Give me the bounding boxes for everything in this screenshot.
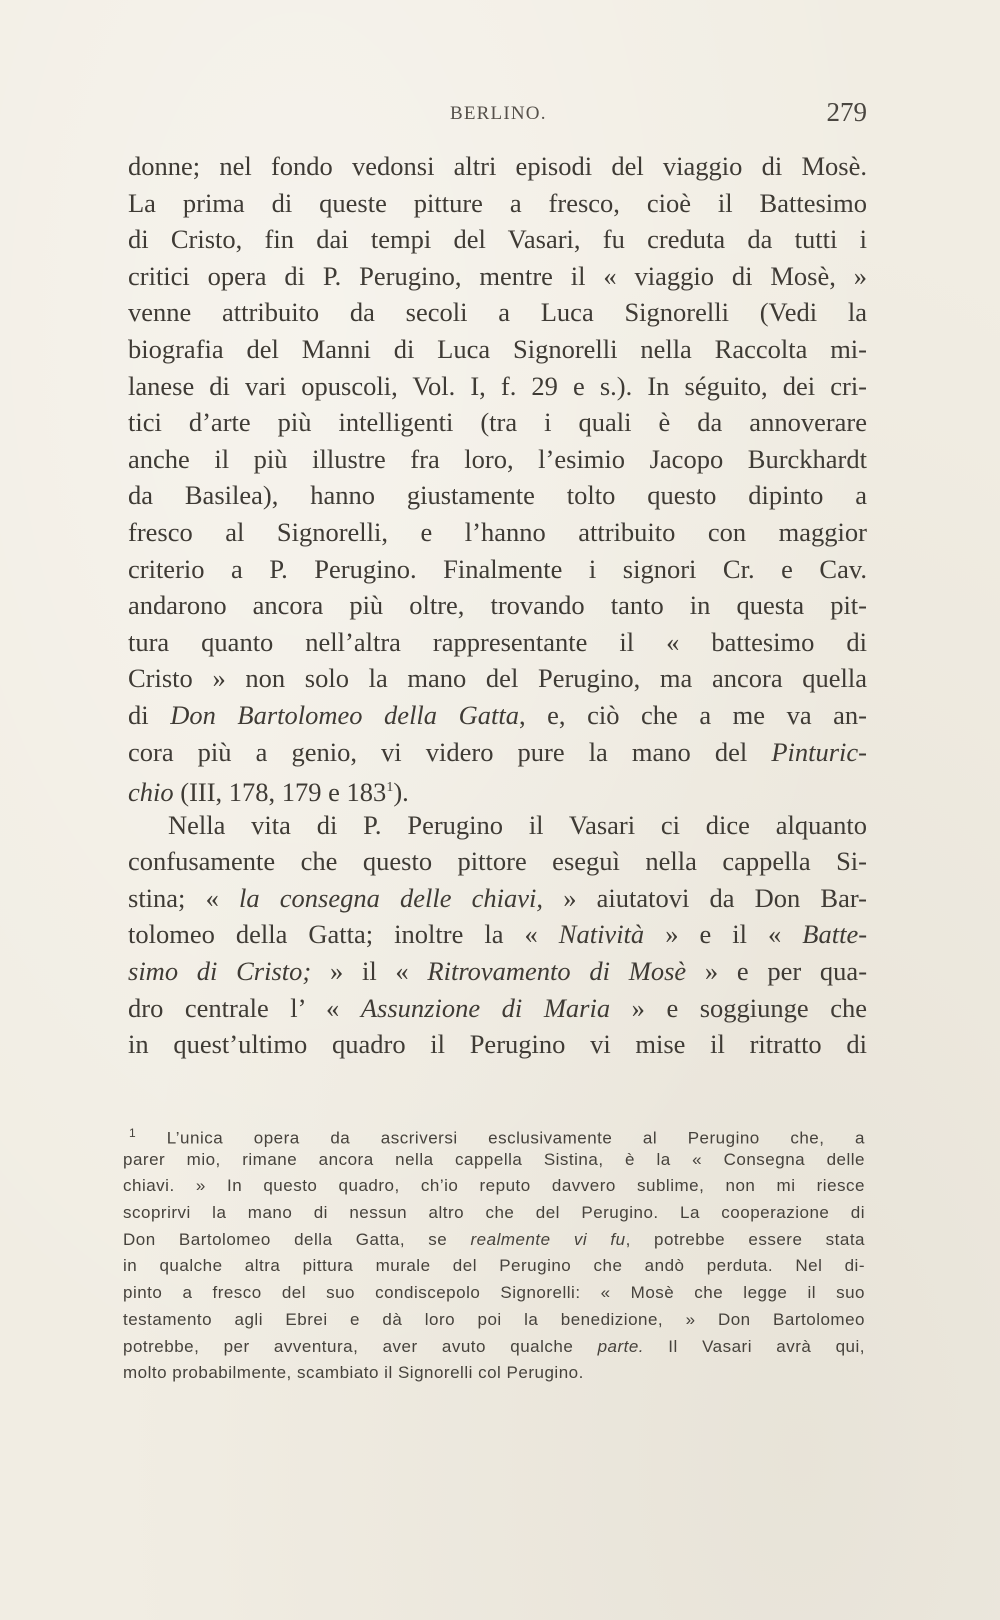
text-line: andarono ancora più oltre, trovando tanto in questa pit- bbox=[128, 590, 867, 621]
italic-name: chio bbox=[128, 776, 174, 807]
text-segment: cora più a genio, vi videro pure la mano del bbox=[128, 736, 748, 767]
text-line: La prima di queste pitture a fresco, cioè il Battesimo bbox=[128, 187, 867, 218]
text-line: criterio a P. Perugino. Finalmente i signori Cr. e Cav. bbox=[128, 553, 867, 584]
footnote-line: scoprirvi la mano di nessun altro che del Perugino. La cooperazione di bbox=[123, 1203, 865, 1223]
text-segment: Il Vasari avrà qui, bbox=[644, 1336, 865, 1356]
text-line bbox=[128, 734, 867, 771]
italic-title: Natività bbox=[558, 919, 645, 950]
text-line: donne; nel fondo vedonsi altri episodi del viaggio di Mosè. bbox=[128, 151, 867, 181]
footnote-line bbox=[123, 1120, 865, 1147]
text-line: tura quanto nell’altra rappresentante il « battesimo di bbox=[128, 626, 867, 657]
footnote bbox=[123, 1120, 865, 1387]
footnote-reference: 1 bbox=[386, 780, 394, 796]
text-segment: » e per qua- bbox=[704, 956, 868, 987]
text-line: Cristo » non solo la mano del Perugino, ma ancora quella bbox=[128, 663, 867, 694]
text-segment: dro centrale l’ « bbox=[128, 992, 340, 1023]
running-title: BERLINO. bbox=[450, 103, 547, 124]
text-segment: » il « bbox=[329, 956, 409, 987]
text-line: tici d’arte più intelligenti (tra i quali è da annoverare bbox=[128, 407, 867, 438]
italic-name: Pinturic- bbox=[771, 736, 868, 767]
page-number: 279 bbox=[826, 97, 867, 127]
text-line bbox=[128, 953, 867, 990]
main-text bbox=[128, 148, 867, 1063]
text-segment: » e soggiunge che bbox=[631, 992, 868, 1023]
italic-phrase: parte. bbox=[597, 1336, 645, 1356]
text-segment: stina; « bbox=[128, 882, 219, 913]
text-segment: , e, ciò che a me va an- bbox=[518, 699, 867, 730]
italic-title: la consegna delle chiavi, bbox=[238, 882, 544, 913]
text-line: fresco al Signorelli, e l’hanno attribuito con maggior bbox=[128, 516, 867, 547]
text-line bbox=[128, 697, 867, 734]
text-segment: L’unica opera da ascriversi esclusivamente al Perugino che, a bbox=[166, 1128, 865, 1148]
text-line: critici opera di P. Perugino, mentre il « viaggio di Mosè, » bbox=[128, 260, 867, 291]
footnote-line bbox=[123, 1334, 865, 1361]
text-line: anche il più illustre fra loro, l’esimio Jacopo Burckhardt bbox=[128, 443, 867, 474]
text-line: da Basilea), hanno giustamente tolto questo dipinto a bbox=[128, 480, 867, 511]
text-line: in quest’ultimo quadro il Perugino vi mise il ritratto di bbox=[128, 1029, 867, 1060]
text-line: confusamente che questo pittore eseguì nella cappella Si- bbox=[128, 846, 867, 877]
italic-title: simo di Cristo; bbox=[128, 956, 312, 987]
text-line bbox=[128, 990, 867, 1027]
text-line bbox=[128, 916, 867, 953]
footnote-line: molto probabilmente, scambiato il Signorelli col Perugino. bbox=[123, 1363, 584, 1383]
italic-name: Don Bartolomeo della Gatta bbox=[170, 699, 519, 730]
footnote-line bbox=[123, 1227, 865, 1254]
italic-title: Ritrovamento di Mosè bbox=[427, 956, 687, 987]
text-line: Nella vita di P. Perugino il Vasari ci dice alquanto bbox=[168, 809, 867, 840]
italic-phrase: realmente vi fu bbox=[470, 1229, 626, 1249]
italic-title: Assunzione di Maria bbox=[360, 992, 611, 1023]
text-segment: potrebbe, per avventura, aver avuto qualche bbox=[123, 1336, 574, 1356]
text-line: di Cristo, fin dai tempi del Vasari, fu creduta da tutti i bbox=[128, 224, 867, 255]
text-line: lanese di vari opuscoli, Vol. I, f. 29 e s.). In séguito, dei cri- bbox=[128, 370, 867, 401]
footnote-line: pinto a fresco del suo condiscepolo Signorelli: « Mosè che legge il suo bbox=[123, 1283, 865, 1303]
footnote-marker: 1 bbox=[129, 1126, 137, 1140]
text-segment: di bbox=[128, 699, 149, 730]
footnote-line: parer mio, rimane ancora nella cappella Sistina, è la « Consegna delle bbox=[123, 1149, 865, 1169]
italic-title: Batte- bbox=[802, 919, 868, 950]
footnote-line: testamento agli Ebrei e dà loro poi la benedizione, » Don Bartolomeo bbox=[123, 1309, 865, 1329]
text-line bbox=[128, 880, 867, 917]
footnote-line: chiavi. » In questo quadro, ch’io reputo davvero sublime, non mi riesce bbox=[123, 1176, 865, 1196]
text-segment: , potrebbe essere stata bbox=[625, 1229, 866, 1249]
text-line: biografia del Manni di Luca Signorelli nella Raccolta mi- bbox=[128, 333, 867, 364]
text-segment: Don Bartolomeo della Gatta, se bbox=[123, 1229, 448, 1249]
text-segment: tolomeo della Gatta; inoltre la « bbox=[128, 919, 538, 950]
footnote-line: in qualche altra pittura murale del Perugino che andò perduta. Nel di- bbox=[123, 1256, 865, 1276]
page-header bbox=[132, 97, 867, 127]
text-line bbox=[128, 770, 867, 807]
text-segment: » aiutatovi da Don Bar- bbox=[563, 882, 867, 913]
text-segment: (III, 178, 179 e 183 bbox=[173, 776, 387, 807]
text-segment: ). bbox=[393, 776, 409, 807]
text-line: venne attribuito da secoli a Luca Signorelli (Vedi la bbox=[128, 297, 867, 328]
text-segment: » e il « bbox=[665, 919, 782, 950]
